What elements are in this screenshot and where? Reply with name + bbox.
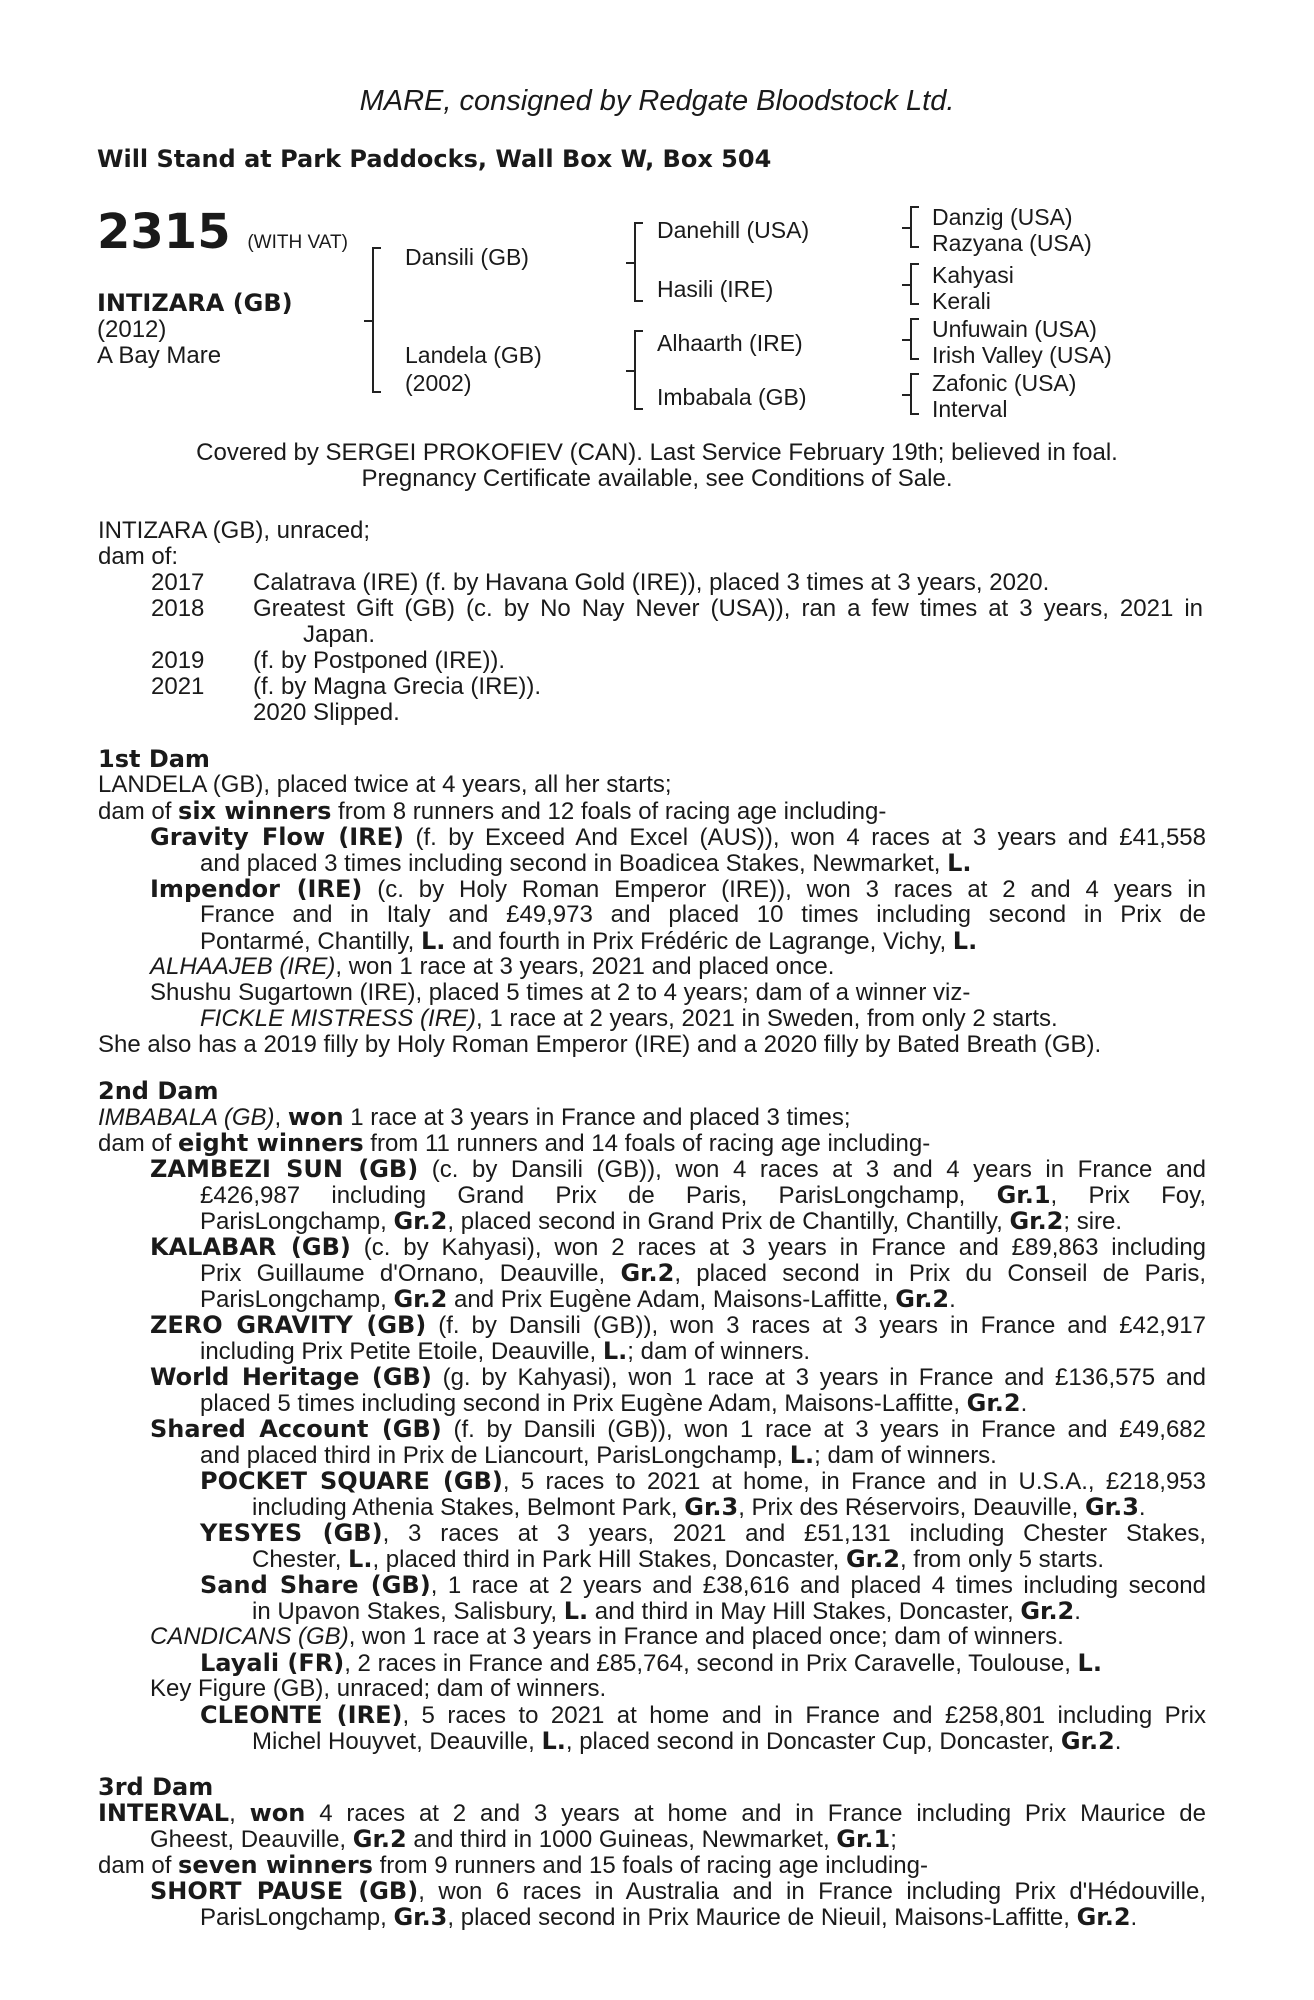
dam3-line: ParisLongchamp, Gr.3, placed second in Prix Maurice de Nieuil, Maisons-Laffitte, Gr.2. — [200, 1903, 1138, 1931]
dam1-line: LANDELA (GB), placed twice at 4 years, all her starts; — [98, 771, 672, 798]
produce-text-cont: Japan. — [303, 621, 376, 648]
dam3-line: INTERVAL, won 4 races at 2 and 3 years at home and in France including Prix Maurice de — [98, 1799, 1206, 1827]
dam3-heading: 3rd Dam — [98, 1773, 214, 1801]
dam2-line: ParisLongchamp, Gr.2 and Prix Eugène Adam, Maisons-Laffitte, Gr.2. — [200, 1285, 956, 1313]
dam2-line: KALABAR (GB) (c. by Kahyasi), won 2 races at 3 years in France and £89,863 including — [150, 1233, 1207, 1261]
pedigree-bracket — [910, 373, 919, 415]
produce-text: (f. by Magna Grecia (IRE)). — [253, 673, 542, 700]
dam2-line: Layali (FR), 2 races in France and £85,764, second in Prix Caravelle, Toulouse, L. — [200, 1649, 1102, 1677]
pedigree-sire: Dansili (GB) — [405, 244, 529, 270]
dam2-line: World Heritage (GB) (g. by Kahyasi), won 1 race at 3 years in France and £136,575 and — [150, 1363, 1206, 1391]
pregnancy-note: Pregnancy Certificate available, see Conditions of Sale. — [361, 465, 953, 492]
dam2-line: ParisLongchamp, Gr.2, placed second in Grand Prix de Chantilly, Chantilly, Gr.2; sire. — [200, 1207, 1123, 1235]
pedigree-gen2-2: Hasili (IRE) — [657, 276, 774, 302]
dam2-line: ZERO GRAVITY (GB) (f. by Dansili (GB)), won 3 races at 3 years in France and £42,917 — [150, 1311, 1206, 1339]
produce-year: 2019 — [151, 647, 205, 674]
pedigree-gen3-8: Interval — [932, 396, 1008, 422]
dam2-line: placed 5 times including second in Prix Eugène Adam, Maisons-Laffitte, Gr.2. — [200, 1389, 1028, 1417]
dam3-line: SHORT PAUSE (GB), won 6 races in Australia and in France including Prix d'Hédouville, — [150, 1877, 1206, 1905]
pedigree-bracket — [910, 206, 919, 248]
dam1-line: ALHAAJEB (IRE), won 1 race at 3 years, 2021 and placed once. — [150, 953, 835, 980]
dam1-line: Impendor (IRE) (c. by Holy Roman Emperor (IRE)), won 3 races at 2 and 4 years in — [150, 875, 1206, 903]
produce-year: 2018 — [151, 595, 205, 622]
dam2-line: CLEONTE (IRE), 5 races to 2021 at home and in France and £258,801 including Prix — [200, 1701, 1206, 1729]
pedigree-bracket — [634, 222, 643, 302]
dam1-heading: 1st Dam — [98, 745, 210, 773]
covered-note: Covered by SERGEI PROKOFIEV (CAN). Last Service February 19th; believed in foal. — [196, 439, 1118, 466]
dam1-line: Shushu Sugartown (IRE), placed 5 times at 2 to 4 years; dam of a winner viz- — [150, 979, 971, 1006]
dam1-line: Gravity Flow (IRE) (f. by Exceed And Excel (AUS)), won 4 races at 3 years and £41,558 — [150, 823, 1206, 851]
dam2-line: IMBABALA (GB), won 1 race at 3 years in France and placed 3 times; — [98, 1103, 851, 1131]
pedigree-gen3-7: Zafonic (USA) — [932, 370, 1077, 396]
pedigree-gen2-1: Danehill (USA) — [657, 217, 810, 243]
dam2-line: dam of eight winners from 11 runners and 14 foals of racing age including- — [98, 1129, 931, 1157]
dam1-line: and placed 3 times including second in Boadicea Stakes, Newmarket, L. — [200, 849, 972, 877]
dam3-line: Gheest, Deauville, Gr.2 and third in 1000 Guineas, Newmarket, Gr.1; — [150, 1825, 897, 1853]
pedigree-gen3-3: Kahyasi — [932, 262, 1014, 288]
intro-line: INTIZARA (GB), unraced; — [98, 517, 371, 544]
produce-text: Calatrava (IRE) (f. by Havana Gold (IRE)), placed 3 times at 3 years, 2020. — [253, 569, 1050, 596]
dam1-line: She also has a 2019 filly by Holy Roman Emperor (IRE) and a 2020 filly by Bated Breath (GB). — [98, 1031, 1102, 1058]
horse-name: INTIZARA (GB) — [97, 289, 293, 317]
pedigree-gen3-6: Irish Valley (USA) — [932, 342, 1112, 368]
dam1-line: Pontarmé, Chantilly, L. and fourth in Prix Frédéric de Lagrange, Vichy, L. — [200, 927, 978, 955]
dam2-line: and placed third in Prix de Liancourt, ParisLongchamp, L.; dam of winners. — [200, 1441, 997, 1469]
pedigree-gen3-1: Danzig (USA) — [932, 204, 1073, 230]
produce-year: 2017 — [151, 569, 205, 596]
horse-description: A Bay Mare — [97, 342, 222, 369]
dam2-line: in Upavon Stakes, Salisbury, L. and third in May Hill Stakes, Doncaster, Gr.2. — [252, 1597, 1081, 1625]
pedigree-gen3-2: Razyana (USA) — [932, 230, 1092, 256]
pedigree-gen2-3: Alhaarth (IRE) — [657, 330, 803, 356]
dam2-line: Shared Account (GB) (f. by Dansili (GB)), won 1 race at 3 years in France and £49,682 — [150, 1415, 1206, 1443]
page-title: MARE, consigned by Redgate Bloodstock Ltd. — [359, 85, 955, 117]
pedigree-bracket — [910, 263, 919, 305]
intro-line: dam of: — [98, 543, 179, 570]
pedigree-bracket — [634, 330, 643, 410]
produce-text-cont: 2020 Slipped. — [253, 699, 400, 726]
pedigree-gen3-5: Unfuwain (USA) — [932, 316, 1097, 342]
produce-year: 2021 — [151, 673, 205, 700]
dam1-line: France and in Italy and £49,973 and placed 10 times including second in Prix de — [200, 901, 1206, 928]
dam1-line: FICKLE MISTRESS (IRE), 1 race at 2 years, 2021 in Sweden, from only 2 starts. — [200, 1005, 1058, 1032]
dam1-line: dam of six winners from 8 runners and 12 foals of racing age including- — [98, 797, 887, 825]
dam3-line: dam of seven winners from 9 runners and 15 foals of racing age including- — [98, 1851, 928, 1879]
stand-location: Will Stand at Park Paddocks, Wall Box W, Box 504 — [97, 145, 772, 173]
vat-note: (WITH VAT) — [247, 232, 348, 253]
dam2-line: Sand Share (GB), 1 race at 2 years and £38,616 and placed 4 times including second — [200, 1571, 1206, 1599]
horse-year: (2012) — [97, 316, 167, 343]
produce-text: Greatest Gift (GB) (c. by No Nay Never (USA)), ran a few times at 3 years, 2021 in — [253, 595, 1203, 622]
dam2-line: POCKET SQUARE (GB), 5 races to 2021 at home, in France and in U.S.A., £218,953 — [200, 1467, 1207, 1495]
dam2-line: including Prix Petite Etoile, Deauville, L.; dam of winners. — [200, 1337, 811, 1365]
dam2-line: including Athenia Stakes, Belmont Park, Gr.3, Prix des Réservoirs, Deauville, Gr.3. — [252, 1493, 1146, 1521]
pedigree-gen3-4: Kerali — [932, 288, 991, 314]
dam2-line: £426,987 including Grand Prix de Paris, ParisLongchamp, Gr.1, Prix Foy, — [200, 1181, 1206, 1209]
dam2-line: CANDICANS (GB), won 1 race at 3 years in France and placed once; dam of winners. — [150, 1623, 1064, 1650]
pedigree-bracket — [910, 318, 919, 360]
dam2-line: Prix Guillaume d'Ornano, Deauville, Gr.2, placed second in Prix du Conseil de Paris, — [200, 1259, 1206, 1287]
dam2-line: Chester, L., placed third in Park Hill Stakes, Doncaster, Gr.2, from only 5 starts. — [252, 1545, 1105, 1573]
pedigree-dam: Landela (GB) — [405, 342, 542, 368]
produce-text: (f. by Postponed (IRE)). — [253, 647, 506, 674]
dam2-line: ZAMBEZI SUN (GB) (c. by Dansili (GB)), won 4 races at 3 and 4 years in France and — [150, 1155, 1206, 1183]
pedigree-dam-year: (2002) — [405, 370, 472, 396]
dam2-line: Michel Houyvet, Deauville, L., placed second in Doncaster Cup, Doncaster, Gr.2. — [252, 1727, 1122, 1755]
dam2-heading: 2nd Dam — [98, 1077, 219, 1105]
pedigree-gen2-4: Imbabala (GB) — [657, 384, 807, 410]
dam2-line: Key Figure (GB), unraced; dam of winners. — [150, 1675, 607, 1702]
dam2-line: YESYES (GB), 3 races at 3 years, 2021 and £51,131 including Chester Stakes, — [200, 1519, 1207, 1547]
pedigree-bracket — [372, 247, 381, 393]
lot-number — [97, 206, 348, 269]
lot-number-value: 2315 — [97, 204, 231, 260]
